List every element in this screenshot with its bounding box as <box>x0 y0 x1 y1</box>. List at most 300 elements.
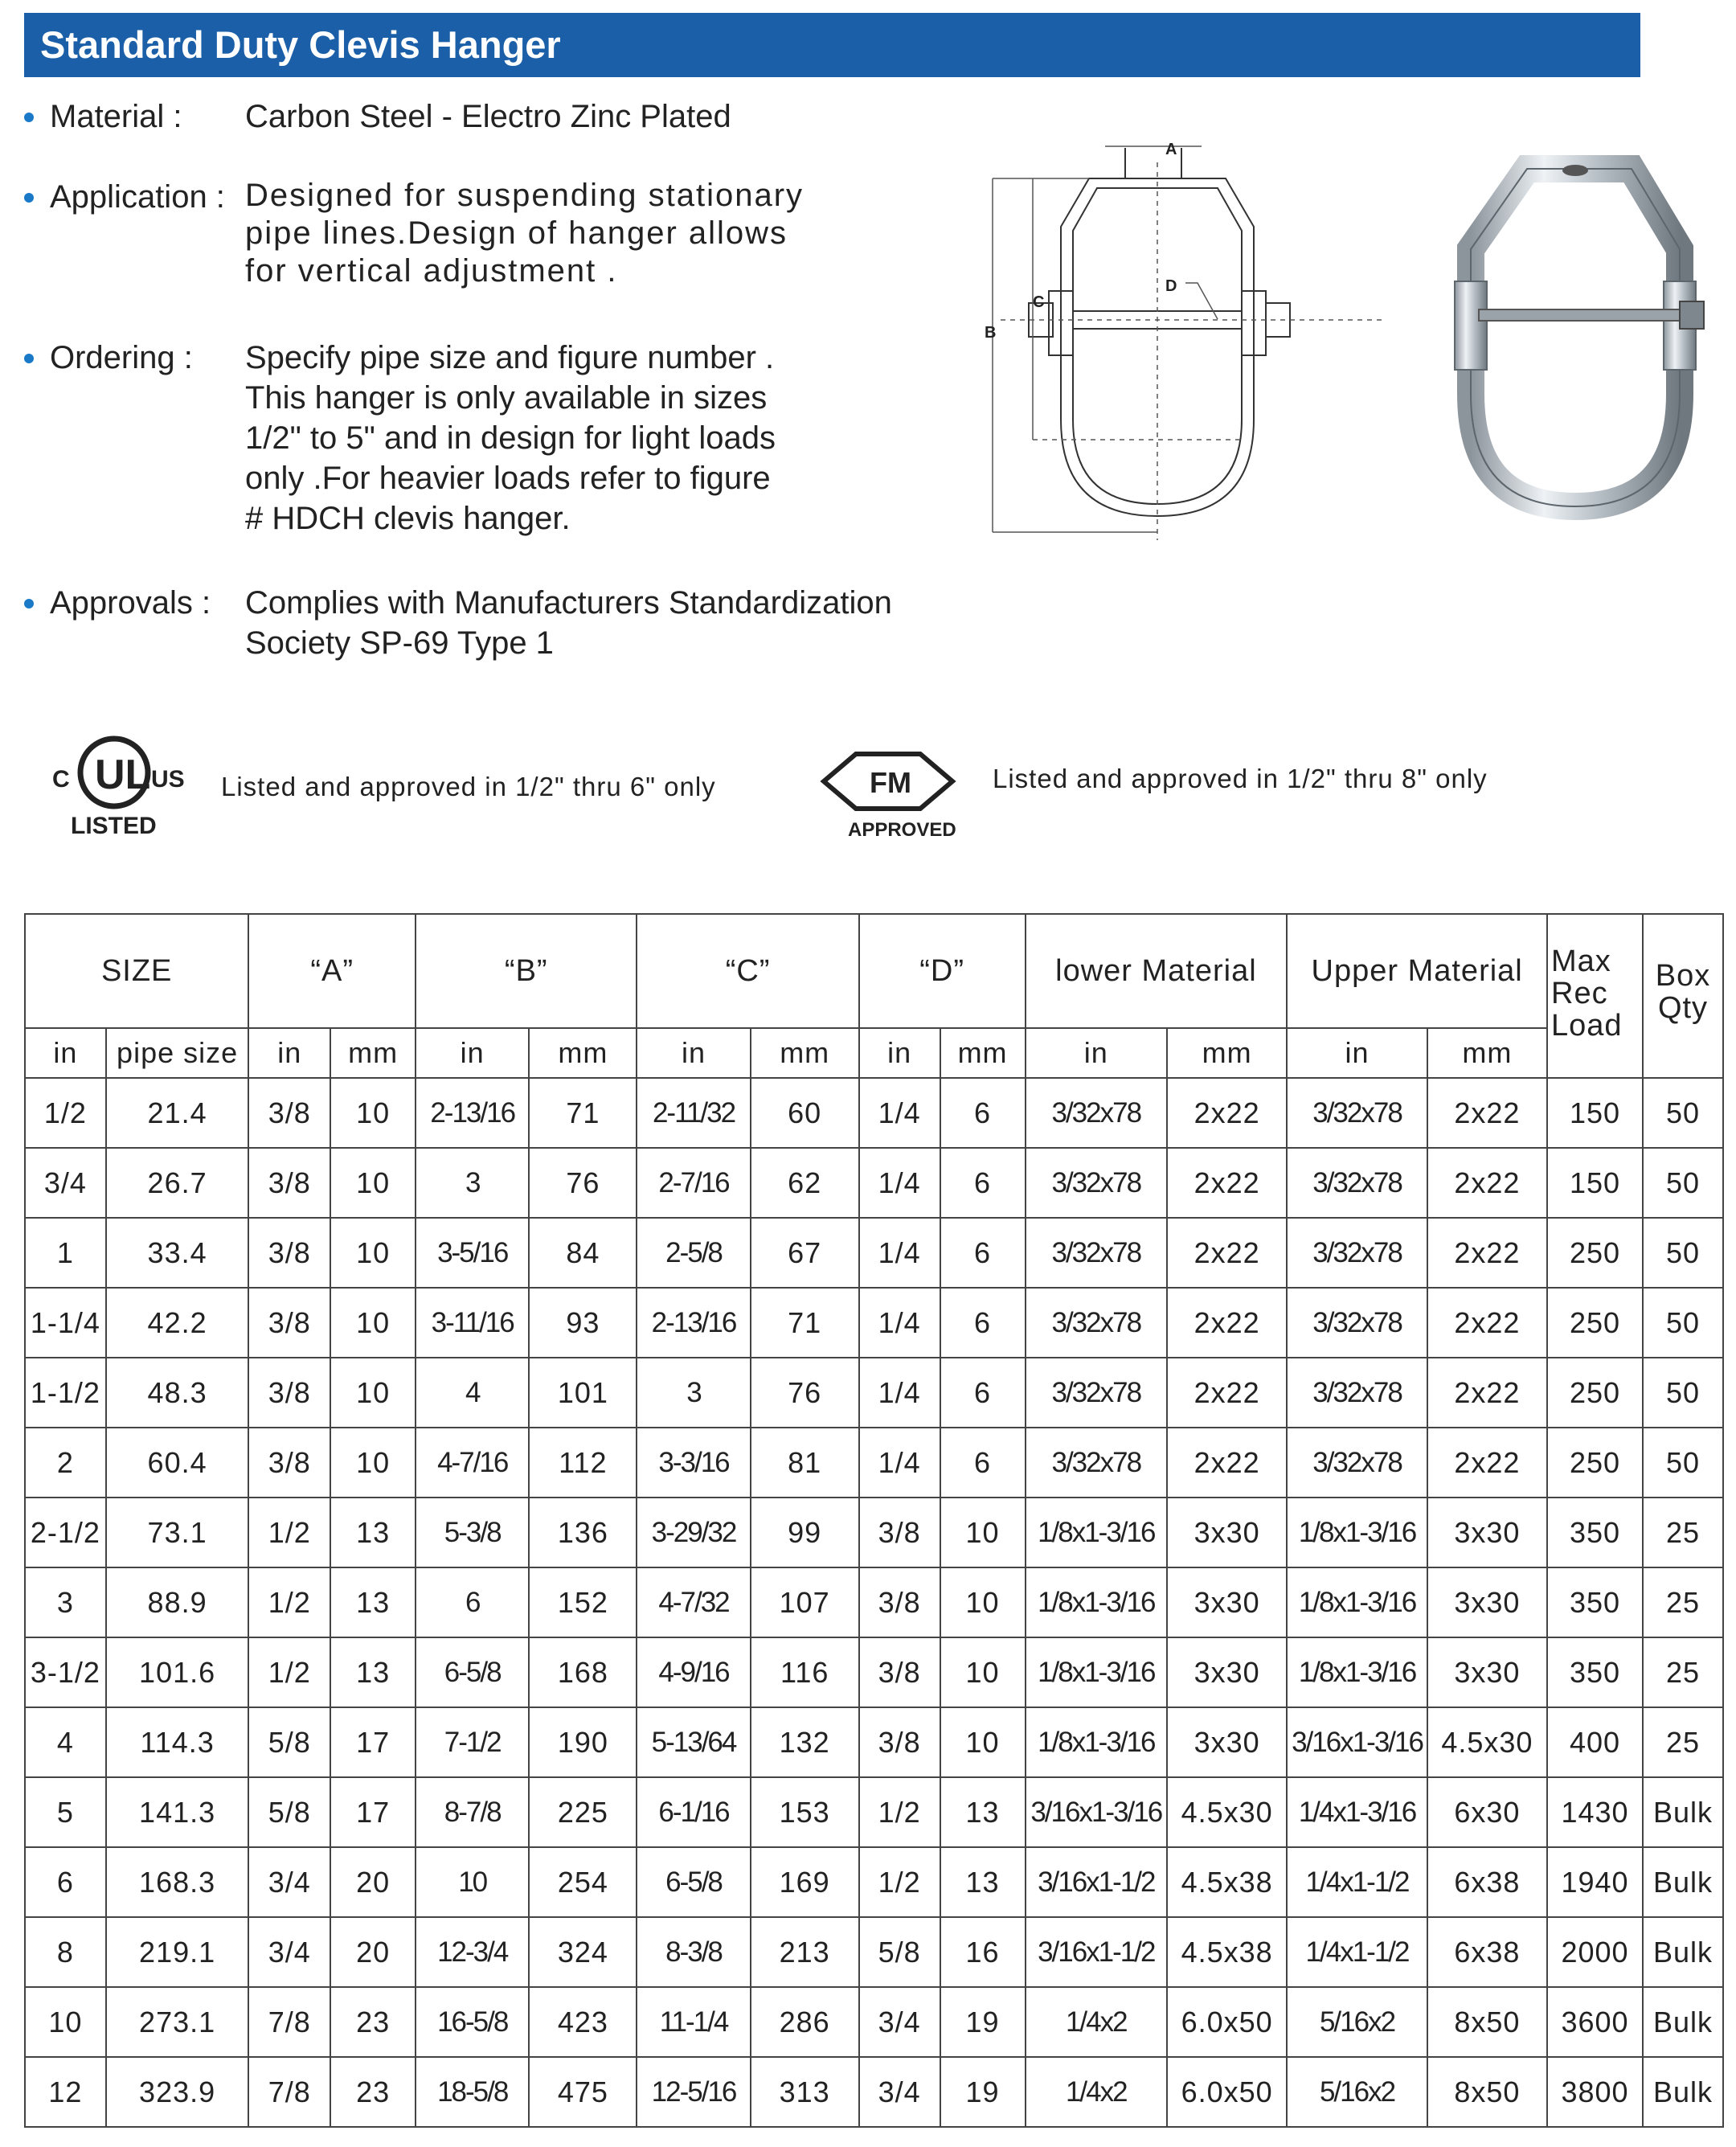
table-cell: 10 <box>330 1078 416 1148</box>
table-cell: 3/4 <box>248 1917 330 1987</box>
table-cell: 3-11/16 <box>416 1288 529 1358</box>
table-cell: 76 <box>529 1148 637 1218</box>
table-cell: 168 <box>529 1637 637 1707</box>
page-title: Standard Duty Clevis Hanger <box>40 23 561 66</box>
table-cell: 1/4x2 <box>1026 2057 1168 2127</box>
table-cell: 88.9 <box>106 1567 249 1637</box>
table-cell: 10 <box>25 1987 106 2057</box>
table-cell: 25 <box>1643 1498 1723 1567</box>
table-cell: 3/8 <box>248 1218 330 1288</box>
header-a: “A” <box>248 914 416 1028</box>
table-cell: 1-1/2 <box>25 1358 106 1428</box>
table-cell: 8x50 <box>1427 2057 1547 2127</box>
table-cell: 3/8 <box>859 1498 940 1567</box>
table-cell: 25 <box>1643 1637 1723 1707</box>
table-cell: 475 <box>529 2057 637 2127</box>
table-cell: 10 <box>330 1288 416 1358</box>
table-cell: 3/32x78 <box>1026 1218 1168 1288</box>
table-cell: 23 <box>330 2057 416 2127</box>
table-cell: 3/8 <box>859 1707 940 1777</box>
table-cell: 3/32x78 <box>1026 1078 1168 1148</box>
table-cell: 1/8x1-3/16 <box>1026 1637 1168 1707</box>
sub-header-cell: in <box>859 1028 940 1078</box>
table-cell: 1430 <box>1547 1777 1643 1847</box>
label-d: D <box>1165 277 1177 295</box>
table-cell: 1/8x1-3/16 <box>1026 1567 1168 1637</box>
table-cell: 6-5/8 <box>416 1637 529 1707</box>
table-cell: 114.3 <box>106 1707 249 1777</box>
table-cell: 12-5/16 <box>637 2057 750 2127</box>
ul-us-mark: US <box>151 766 185 793</box>
table-cell: 150 <box>1547 1148 1643 1218</box>
table-cell: 4.5x30 <box>1427 1707 1547 1777</box>
spec-value: Carbon Steel - Electro Zinc Plated <box>245 99 731 134</box>
table-cell: 6 <box>940 1078 1026 1148</box>
table-cell: 2-1/2 <box>25 1498 106 1567</box>
table-cell: 4-7/16 <box>416 1428 529 1498</box>
table-cell: 50 <box>1643 1358 1723 1428</box>
table-cell: 3800 <box>1547 2057 1643 2127</box>
table-row <box>25 1567 1723 1637</box>
table-cell: 2x22 <box>1167 1428 1287 1498</box>
spec-value: Complies with Manufacturers Standardization Society SP-69 Type 1 <box>245 585 892 661</box>
table-cell: 19 <box>940 1987 1026 2057</box>
table-cell: 3/32x78 <box>1026 1428 1168 1498</box>
table-cell: 5/8 <box>859 1917 940 1987</box>
header-size: SIZE <box>25 914 248 1028</box>
spec-label: Material : <box>50 99 182 134</box>
table-cell: 8-3/8 <box>637 1917 750 1987</box>
table-cell: 5/8 <box>248 1777 330 1847</box>
fm-approved-logo <box>820 748 956 844</box>
table-cell: 10 <box>330 1428 416 1498</box>
table-row <box>25 1218 1723 1288</box>
table-cell: 4 <box>25 1707 106 1777</box>
table-cell: 6 <box>940 1148 1026 1218</box>
table-cell: 10 <box>940 1707 1026 1777</box>
table-cell: 10 <box>416 1847 529 1917</box>
spec-value: Specify pipe size and figure number . This hanger is only available in sizes 1/2" to 5" and in design for light loads only .For heavier loads refer to figure # HDCH clevis hanger. <box>245 340 776 536</box>
table-cell: 3x30 <box>1167 1637 1287 1707</box>
table-cell: 136 <box>529 1498 637 1567</box>
table-cell: 99 <box>751 1498 859 1567</box>
table-cell: 3/4 <box>248 1847 330 1917</box>
table-cell: 10 <box>940 1498 1026 1567</box>
table-cell: 3/8 <box>248 1288 330 1358</box>
table-cell: 19 <box>940 2057 1026 2127</box>
table-cell: 3/4 <box>25 1148 106 1218</box>
table-cell: 5-3/8 <box>416 1498 529 1567</box>
table-cell: 3x30 <box>1427 1637 1547 1707</box>
table-row <box>25 1428 1723 1498</box>
table-cell: 8 <box>25 1917 106 1987</box>
table-row <box>25 1498 1723 1567</box>
table-cell: 6x38 <box>1427 1917 1547 1987</box>
table-cell: Bulk <box>1643 1847 1723 1917</box>
table-cell: 1/2 <box>25 1078 106 1148</box>
sub-header-cell: in <box>416 1028 529 1078</box>
table-cell: 4-7/32 <box>637 1567 750 1637</box>
sub-header-cell: in <box>248 1028 330 1078</box>
table-cell: 3/16x1-1/2 <box>1026 1847 1168 1917</box>
table-cell: 5 <box>25 1777 106 1847</box>
table-cell: 141.3 <box>106 1777 249 1847</box>
table-cell: 6 <box>940 1358 1026 1428</box>
table-cell: 101.6 <box>106 1637 249 1707</box>
table-cell: 1/4 <box>859 1148 940 1218</box>
table-cell: 42.2 <box>106 1288 249 1358</box>
table-cell: 323.9 <box>106 2057 249 2127</box>
table-cell: 3/32x78 <box>1287 1288 1427 1358</box>
dimension-table <box>24 913 1724 2128</box>
table-cell: 4 <box>416 1358 529 1428</box>
table-cell: 3x30 <box>1167 1567 1287 1637</box>
table-cell: 400 <box>1547 1707 1643 1777</box>
table-cell: 10 <box>330 1148 416 1218</box>
table-cell: 50 <box>1643 1078 1723 1148</box>
table-cell: 1/4 <box>859 1428 940 1498</box>
header-c: “C” <box>637 914 858 1028</box>
table-cell: 26.7 <box>106 1148 249 1218</box>
table-cell: 71 <box>751 1288 859 1358</box>
table-cell: 3/8 <box>248 1148 330 1218</box>
table-cell: 2x22 <box>1427 1148 1547 1218</box>
table-row <box>25 1987 1723 2057</box>
header-d: “D” <box>859 914 1026 1028</box>
table-cell: 3x30 <box>1427 1498 1547 1567</box>
table-cell: 3/8 <box>248 1428 330 1498</box>
table-cell: 169 <box>751 1847 859 1917</box>
header-lower-material: lower Material <box>1026 914 1288 1028</box>
sub-header-cell: mm <box>529 1028 637 1078</box>
table-cell: 1/2 <box>859 1847 940 1917</box>
table-body <box>25 1078 1723 2127</box>
ul-c-mark: C <box>52 766 70 793</box>
table-cell: 1/4x1-1/2 <box>1287 1917 1427 1987</box>
spec-value: Designed for suspending stationary pipe lines.Design of hanger allows for vertical adjustment . <box>245 178 805 289</box>
table-cell: 3/32x78 <box>1287 1358 1427 1428</box>
bullet-icon <box>24 599 34 608</box>
table-cell: 33.4 <box>106 1218 249 1288</box>
table-cell: 350 <box>1547 1567 1643 1637</box>
table-cell: 2 <box>25 1428 106 1498</box>
header-upper-material: Upper Material <box>1287 914 1547 1028</box>
table-cell: 3-1/2 <box>25 1637 106 1707</box>
table-cell: 1/4x1-3/16 <box>1287 1777 1427 1847</box>
table-cell: 2-13/16 <box>637 1288 750 1358</box>
table-cell: 423 <box>529 1987 637 2057</box>
table-cell: 2x22 <box>1167 1148 1287 1218</box>
header-max-rec-load: Max Rec Load <box>1547 914 1643 1078</box>
label-c: C <box>1033 293 1045 311</box>
table-row <box>25 1777 1723 1847</box>
table-cell: 3/8 <box>248 1358 330 1428</box>
table-cell: 3/32x78 <box>1287 1078 1427 1148</box>
table-group-header-row <box>25 914 1723 1028</box>
table-row <box>25 1148 1723 1218</box>
ul-mark: UL <box>95 752 151 798</box>
table-cell: 12 <box>25 2057 106 2127</box>
hanger-dimension-diagram <box>985 138 1402 556</box>
table-cell: 6.0x50 <box>1167 2057 1287 2127</box>
table-cell: 20 <box>330 1917 416 1987</box>
table-cell: 71 <box>529 1078 637 1148</box>
fm-approval-text: Listed and approved in 1/2" thru 8" only <box>993 764 1488 793</box>
table-cell: 23 <box>330 1987 416 2057</box>
table-cell: 190 <box>529 1707 637 1777</box>
table-cell: 3-5/16 <box>416 1218 529 1288</box>
table-cell: 6 <box>25 1847 106 1917</box>
table-cell: 324 <box>529 1917 637 1987</box>
table-sub-header-row <box>25 1028 1723 1078</box>
ul-approval-text: Listed and approved in 1/2" thru 6" only <box>221 772 716 801</box>
table-cell: 2-11/32 <box>637 1078 750 1148</box>
table-cell: 50 <box>1643 1218 1723 1288</box>
table-cell: 3/8 <box>859 1567 940 1637</box>
sub-header-cell: pipe size <box>106 1028 249 1078</box>
sub-header-cell: mm <box>751 1028 859 1078</box>
table-cell: 132 <box>751 1707 859 1777</box>
table-cell: 3 <box>637 1358 750 1428</box>
table-cell: 67 <box>751 1218 859 1288</box>
table-cell: 62 <box>751 1148 859 1218</box>
table-cell: 13 <box>330 1567 416 1637</box>
table-cell: 3/4 <box>859 1987 940 2057</box>
table-row <box>25 1847 1723 1917</box>
spec-label: Ordering : <box>50 340 193 375</box>
table-cell: 93 <box>529 1288 637 1358</box>
table-cell: 6 <box>416 1567 529 1637</box>
table-cell: 13 <box>940 1847 1026 1917</box>
table-cell: 20 <box>330 1847 416 1917</box>
table-cell: 3 <box>25 1567 106 1637</box>
table-cell: 11-1/4 <box>637 1987 750 2057</box>
hanger-product-image <box>1439 153 1712 531</box>
table-cell: 2-5/8 <box>637 1218 750 1288</box>
table-cell: 112 <box>529 1428 637 1498</box>
table-cell: 116 <box>751 1637 859 1707</box>
table-cell: 1/4 <box>859 1078 940 1148</box>
table-cell: 10 <box>940 1637 1026 1707</box>
title-bar <box>24 13 1640 77</box>
table-cell: 7-1/2 <box>416 1707 529 1777</box>
table-cell: 6 <box>940 1218 1026 1288</box>
table-cell: 17 <box>330 1777 416 1847</box>
sub-header-cell: mm <box>1167 1028 1287 1078</box>
table-cell: 48.3 <box>106 1358 249 1428</box>
table-cell: 350 <box>1547 1637 1643 1707</box>
sub-header-cell: in <box>1026 1028 1168 1078</box>
table-cell: 2x22 <box>1427 1078 1547 1148</box>
table-cell: 17 <box>330 1707 416 1777</box>
table-cell: 150 <box>1547 1078 1643 1148</box>
ul-listed-logo <box>48 726 185 846</box>
table-row <box>25 1358 1723 1428</box>
table-cell: 4.5x38 <box>1167 1917 1287 1987</box>
table-cell: 84 <box>529 1218 637 1288</box>
table-cell: 8x50 <box>1427 1987 1547 2057</box>
table-cell: 153 <box>751 1777 859 1847</box>
table-cell: 1/2 <box>859 1777 940 1847</box>
table-cell: 10 <box>940 1567 1026 1637</box>
table-cell: 213 <box>751 1917 859 1987</box>
table-cell: 168.3 <box>106 1847 249 1917</box>
table-cell: 6x30 <box>1427 1777 1547 1847</box>
table-row <box>25 2057 1723 2127</box>
table-cell: 2x22 <box>1427 1428 1547 1498</box>
table-cell: Bulk <box>1643 1777 1723 1847</box>
table-cell: 10 <box>330 1358 416 1428</box>
table-cell: 2x22 <box>1167 1218 1287 1288</box>
table-cell: 1-1/4 <box>25 1288 106 1358</box>
table-cell: 5/16x2 <box>1287 2057 1427 2127</box>
table-cell: 254 <box>529 1847 637 1917</box>
table-row <box>25 1637 1723 1707</box>
fm-mark: FM <box>870 766 911 799</box>
table-cell: Bulk <box>1643 1917 1723 1987</box>
table-cell: 2-7/16 <box>637 1148 750 1218</box>
table-cell: 225 <box>529 1777 637 1847</box>
table-cell: 7/8 <box>248 1987 330 2057</box>
sub-header-cell: mm <box>1427 1028 1547 1078</box>
table-cell: 273.1 <box>106 1987 249 2057</box>
table-row <box>25 1707 1723 1777</box>
table-cell: 5-13/64 <box>637 1707 750 1777</box>
table-cell: 3-3/16 <box>637 1428 750 1498</box>
table-cell: 6.0x50 <box>1167 1987 1287 2057</box>
table-cell: 6-1/16 <box>637 1777 750 1847</box>
table-cell: 1/8x1-3/16 <box>1287 1637 1427 1707</box>
table-cell: 1 <box>25 1218 106 1288</box>
bullet-icon <box>24 113 34 122</box>
table-cell: 13 <box>330 1498 416 1567</box>
table-cell: 1/2 <box>248 1637 330 1707</box>
label-b: B <box>985 324 997 342</box>
table-cell: 2-13/16 <box>416 1078 529 1148</box>
table-cell: 1/8x1-3/16 <box>1287 1498 1427 1567</box>
table-cell: 50 <box>1643 1148 1723 1218</box>
spec-label: Approvals : <box>50 585 211 621</box>
sub-header-cell: in <box>25 1028 106 1078</box>
table-cell: 101 <box>529 1358 637 1428</box>
header-box-qty: Box Qty <box>1643 914 1723 1078</box>
table-cell: 3/16x1-1/2 <box>1026 1917 1168 1987</box>
table-cell: 2x22 <box>1427 1288 1547 1358</box>
table-cell: 3600 <box>1547 1987 1643 2057</box>
table-cell: 73.1 <box>106 1498 249 1567</box>
table-cell: 3/4 <box>859 2057 940 2127</box>
table-cell: 6 <box>940 1428 1026 1498</box>
table-cell: 50 <box>1643 1288 1723 1358</box>
table-cell: 6 <box>940 1288 1026 1358</box>
bullet-icon <box>24 193 34 203</box>
table-cell: 1/2 <box>248 1498 330 1567</box>
table-cell: 16 <box>940 1917 1026 1987</box>
table-cell: 250 <box>1547 1428 1643 1498</box>
table-row <box>25 1078 1723 1148</box>
table-cell: 50 <box>1643 1428 1723 1498</box>
table-cell: 250 <box>1547 1358 1643 1428</box>
table-cell: 60.4 <box>106 1428 249 1498</box>
table-cell: 3/32x78 <box>1026 1288 1168 1358</box>
table-cell: 2x22 <box>1167 1078 1287 1148</box>
spec-label: Application : <box>50 179 225 215</box>
table-cell: 3/32x78 <box>1026 1358 1168 1428</box>
table-cell: 1/4 <box>859 1288 940 1358</box>
table-row <box>25 1917 1723 1987</box>
sub-header-cell: in <box>1287 1028 1427 1078</box>
table-cell: 3 <box>416 1148 529 1218</box>
table-cell: 2x22 <box>1167 1358 1287 1428</box>
table-cell: 3x30 <box>1167 1707 1287 1777</box>
table-cell: 3/16x1-3/16 <box>1026 1777 1168 1847</box>
table-cell: 6x38 <box>1427 1847 1547 1917</box>
table-cell: 16-5/8 <box>416 1987 529 2057</box>
table-cell: 1/2 <box>248 1567 330 1637</box>
sub-header-cell: mm <box>940 1028 1026 1078</box>
table-cell: 1/8x1-3/16 <box>1287 1567 1427 1637</box>
table-cell: 152 <box>529 1567 637 1637</box>
table-cell: 2x22 <box>1167 1288 1287 1358</box>
table-cell: 12-3/4 <box>416 1917 529 1987</box>
table-cell: 3/8 <box>859 1637 940 1707</box>
table-cell: 3/8 <box>248 1078 330 1148</box>
table-cell: 3-29/32 <box>637 1498 750 1567</box>
table-row <box>25 1288 1723 1358</box>
sub-header-cell: mm <box>330 1028 416 1078</box>
table-cell: 18-5/8 <box>416 2057 529 2127</box>
table-cell: 350 <box>1547 1498 1643 1567</box>
table-cell: 250 <box>1547 1288 1643 1358</box>
table-cell: 21.4 <box>106 1078 249 1148</box>
table-cell: 1/8x1-3/16 <box>1026 1707 1168 1777</box>
table-cell: 313 <box>751 2057 859 2127</box>
sub-header-cell: in <box>637 1028 750 1078</box>
table-cell: 6-5/8 <box>637 1847 750 1917</box>
table-cell: 5/8 <box>248 1707 330 1777</box>
table-cell: 3/32x78 <box>1026 1148 1168 1218</box>
label-a: A <box>1165 141 1177 158</box>
table-cell: 7/8 <box>248 2057 330 2127</box>
table-cell: 60 <box>751 1078 859 1148</box>
table-cell: 1/8x1-3/16 <box>1026 1498 1168 1567</box>
table-cell: 13 <box>940 1777 1026 1847</box>
table-cell: 107 <box>751 1567 859 1637</box>
table-cell: 250 <box>1547 1218 1643 1288</box>
table-cell: 13 <box>330 1637 416 1707</box>
table-cell: 4.5x30 <box>1167 1777 1287 1847</box>
table-cell: 5/16x2 <box>1287 1987 1427 2057</box>
table-cell: 8-7/8 <box>416 1777 529 1847</box>
table-cell: 3/32x78 <box>1287 1148 1427 1218</box>
table-cell: 1/4x2 <box>1026 1987 1168 2057</box>
table-cell: 25 <box>1643 1707 1723 1777</box>
table-cell: 25 <box>1643 1567 1723 1637</box>
table-cell: Bulk <box>1643 1987 1723 2057</box>
table-cell: 3x30 <box>1427 1567 1547 1637</box>
table-cell: 3/32x78 <box>1287 1218 1427 1288</box>
table-cell: 1/4 <box>859 1218 940 1288</box>
header-b: “B” <box>416 914 637 1028</box>
table-cell: 76 <box>751 1358 859 1428</box>
table-cell: 219.1 <box>106 1917 249 1987</box>
table-cell: 3x30 <box>1167 1498 1287 1567</box>
table-cell: 3/16x1-3/16 <box>1287 1707 1427 1777</box>
table-cell: 2000 <box>1547 1917 1643 1987</box>
table-cell: 286 <box>751 1987 859 2057</box>
table-cell: 1940 <box>1547 1847 1643 1917</box>
ul-listed-text: LISTED <box>71 813 157 839</box>
